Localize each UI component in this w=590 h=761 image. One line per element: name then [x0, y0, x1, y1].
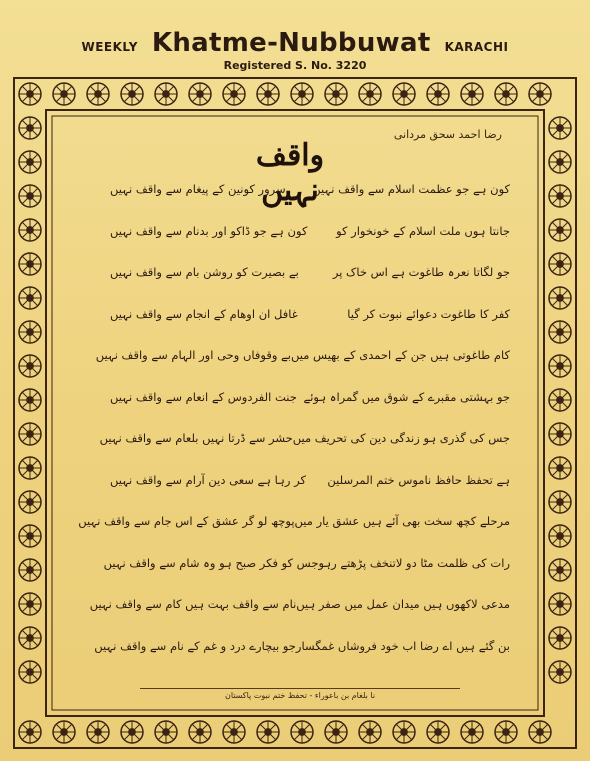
rosette-icon [427, 721, 449, 743]
couplet-second-line: جو بیچارے درد و غم کے نام سے واقف نہیں [94, 638, 296, 653]
rosette-icon [19, 721, 41, 743]
masthead-title: Khatme-Nubbuwat [151, 28, 431, 58]
couplet-row [110, 182, 510, 196]
weekly-label: WEEKLY [81, 40, 138, 54]
rosette-icon [53, 83, 75, 105]
rosette-icon [549, 457, 571, 479]
rosette-icon [549, 389, 571, 411]
rosette-icon [549, 627, 571, 649]
couplet-first-line: رات کی ظلمت مٹا دو لاتنخف پڑھتے رہو [318, 555, 510, 570]
rosette-icon [223, 721, 245, 743]
rosette-icon [549, 117, 571, 139]
couplet-second-line: کون ہے جو ڈاکو اور بدنام سے واقف نہیں [110, 223, 308, 238]
rosette-icon [549, 321, 571, 343]
rosette-icon [19, 491, 41, 513]
poem-author: رضا احمد سحق مردانی [393, 128, 502, 141]
rosette-icon [19, 117, 41, 139]
rosette-icon [427, 83, 449, 105]
couplet-first-line: بن گئے ہیں اے رضا اب خود فروشاں غمگسار [295, 638, 510, 653]
rosette-icon [121, 721, 143, 743]
rosette-icon [325, 83, 347, 105]
rosette-icon [19, 253, 41, 275]
rosette-icon [19, 661, 41, 683]
rosette-icon [257, 721, 279, 743]
rosette-icon [291, 721, 313, 743]
rosette-icon [155, 721, 177, 743]
rosette-icon [19, 151, 41, 173]
poem-body [78, 120, 510, 705]
rosette-icon [19, 219, 41, 241]
poem-title: واقف نہیں [255, 138, 325, 208]
rosette-icon [549, 151, 571, 173]
couplet-row [99, 431, 510, 445]
rosette-icon [549, 559, 571, 581]
rosette-icon [19, 355, 41, 377]
rosette-icon [549, 661, 571, 683]
couplet-first-line: ہے تحفظ حافظ ناموس ختم المرسلین [327, 472, 510, 487]
masthead-header [0, 28, 590, 72]
couplet-row [94, 638, 510, 653]
couplet-first-line: جس کی گذری ہو زندگی دین کی تحریف میں [292, 431, 510, 445]
poem-footer: نا بلغام بن باعوراء - تحفظ ختم نبوت پاکستان [140, 688, 460, 700]
rosette-icon [87, 83, 109, 105]
couplet-second-line: حشر سے ڈرتا نہیں بلعام سے واقف نہیں [99, 431, 293, 445]
couplet-second-line: کر رہا ہے سعی دین آرام سے واقف نہیں [110, 472, 306, 487]
couplet-second-line: جس کو فکر صبح ہو وہ شام سے واقف نہیں [103, 555, 319, 570]
rosette-icon [53, 721, 75, 743]
rosette-icon [359, 721, 381, 743]
rosette-icon [549, 185, 571, 207]
rosette-icon [549, 423, 571, 445]
couplet-first-line: مدعی لاکھوں ہیں میدان عمل میں صفر ہیں [296, 597, 510, 611]
couplet-row [103, 555, 510, 570]
rosette-icon [549, 253, 571, 275]
rosette-icon [19, 525, 41, 547]
couplet-row [110, 265, 510, 279]
couplet-second-line: غافل ان اوھام کے انجام سے واقف نہیں [110, 306, 298, 321]
rosette-icon [393, 721, 415, 743]
rosette-icon [223, 83, 245, 105]
couplet-row [110, 390, 510, 404]
rosette-icon [19, 321, 41, 343]
rosette-icon [495, 721, 517, 743]
rosette-icon [495, 83, 517, 105]
rosette-icon [529, 721, 551, 743]
couplet-second-line: بے بصیرت کو روشن بام سے واقف نہیں [110, 265, 299, 279]
couplet-row [78, 514, 510, 528]
rosette-icon [87, 721, 109, 743]
rosette-icon [549, 355, 571, 377]
rosette-icon [19, 559, 41, 581]
rosette-icon [549, 491, 571, 513]
rosette-icon [549, 287, 571, 309]
rosette-icon [19, 185, 41, 207]
couplet-second-line: نام سے واقف بہت ہیں کام سے واقف نہیں [89, 597, 297, 611]
rosette-icon [291, 83, 313, 105]
rosette-icon [19, 287, 41, 309]
rosette-icon [461, 721, 483, 743]
rosette-icon [393, 83, 415, 105]
rosette-icon [189, 83, 211, 105]
couplet-row [110, 224, 510, 238]
couplet-first-line: کام طاغوتی ہیں جن کے احمدی کے بھیس میں [291, 348, 510, 362]
couplet-row [110, 307, 510, 321]
rosette-icon [19, 423, 41, 445]
rosette-icon [155, 83, 177, 105]
rosette-icon [325, 721, 347, 743]
couplet-first-line: کون ہے جو عظمت اسلام سے واقف نہیں [312, 182, 510, 196]
couplet-row [95, 348, 510, 362]
couplet-first-line: جو بہشتی مقبرے کے شوق میں گمراہ ہوئے [303, 389, 510, 404]
rosette-icon [529, 83, 551, 105]
couplet-first-line: جو لگاتا نعرہ طاغوت ہے اس خاک پر [332, 265, 510, 279]
city-label: KARACHI [444, 40, 509, 54]
rosette-icon [549, 219, 571, 241]
couplet-second-line: پوچھ لو گر عشق کے اس جام سے واقف نہیں [78, 514, 295, 528]
couplet-row [110, 473, 510, 487]
couplet-second-line: سرور کونین کے پیغام سے واقف نہیں [110, 182, 286, 196]
rosette-icon [19, 593, 41, 615]
rosette-icon [189, 721, 211, 743]
couplet-second-line: جنت الفردوس کے انعام سے واقف نہیں [110, 389, 297, 404]
couplet-second-line: بے وقوفاں وحی اور الہام سے واقف نہیں [95, 348, 291, 362]
rosette-icon [461, 83, 483, 105]
rosette-icon [549, 593, 571, 615]
couplet-first-line: کفر کا طاغوت دعوائے نبوت کر گیا [347, 306, 510, 321]
rosette-icon [19, 627, 41, 649]
rosette-icon [121, 83, 143, 105]
couplet-first-line: مرحلے کچھ سخت بھی آئے ہیں عشق یار میں [294, 514, 510, 528]
couplet-row [89, 597, 510, 611]
rosette-icon [257, 83, 279, 105]
registration-number: Registered S. No. 3220 [223, 59, 367, 72]
couplet-first-line: جانتا ہوں ملت اسلام کے خونخوار کو [336, 223, 510, 238]
rosette-icon [359, 83, 381, 105]
rosette-icon [19, 457, 41, 479]
rosette-icon [549, 525, 571, 547]
rosette-icon [19, 389, 41, 411]
rosette-icon [19, 83, 41, 105]
